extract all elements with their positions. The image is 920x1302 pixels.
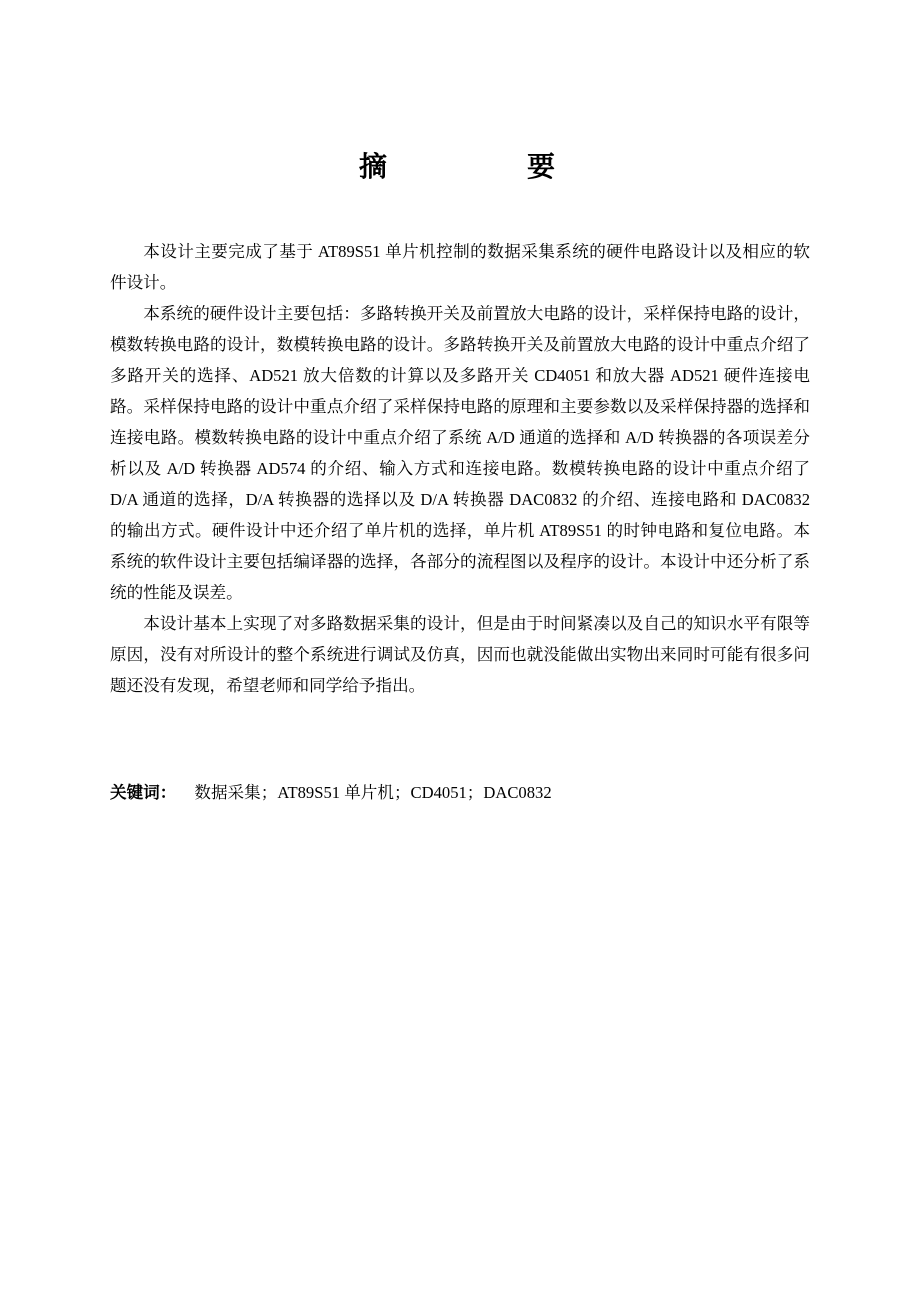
abstract-paragraph-3: 本设计基本上实现了对多路数据采集的设计，但是由于时间紧凑以及自己的知识水平有限等原因，没有对所设计的整个系统进行调试及仿真，因而也就没能做出实物出来同时可能有很多问题还没有发现，希望老师和同学给予指出。 <box>110 614 810 695</box>
keywords-line <box>110 778 810 808</box>
keywords-value: 数据采集；AT89S51 单片机；CD4051；DAC0832 <box>194 783 552 802</box>
abstract-body <box>110 236 810 701</box>
abstract-paragraph-1: 本设计主要完成了基于 AT89S51 单片机控制的数据采集系统的硬件电路设计以及相应的软件设计。 <box>110 242 810 292</box>
abstract-paragraph-2: 本系统的硬件设计主要包括：多路转换开关及前置放大电路的设计，采样保持电路的设计，模数转换电路的设计，数模转换电路的设计。多路转换开关及前置放大电路的设计中重点介绍了多路开关的选择、AD521 放大倍数的计算以及多路开关 CD4051 和放大器 AD521 硬件连接电路。采样保持电路的设计中重点介绍了采样保持电路的原理和主要参数以及采样保持器的选择和连接电路。模数转换电路的设计中重点介绍了系统 A/D 通道的选择和 A/D 转换器的各项误差分析以及 A/D 转换器 AD574 的介绍、输入方式和连接电路。数模转换电路的设计中重点介绍了 D/A 通道的选择，D/A 转换器的选择以及 D/A 转换器 DAC0832 的介绍、连接电路和 DAC0832 的输出方式。硬件设计中还介绍了单片机的选择，单片机 AT89S51 的时钟电路和复位电路。本系统的软件设计主要包括编译器的选择，各部分的流程图以及程序的设计。本设计中还分析了系统的性能及误差。 <box>110 304 810 602</box>
keywords-label: 关键词： <box>110 783 177 802</box>
page-title: 摘 要 <box>358 152 611 183</box>
